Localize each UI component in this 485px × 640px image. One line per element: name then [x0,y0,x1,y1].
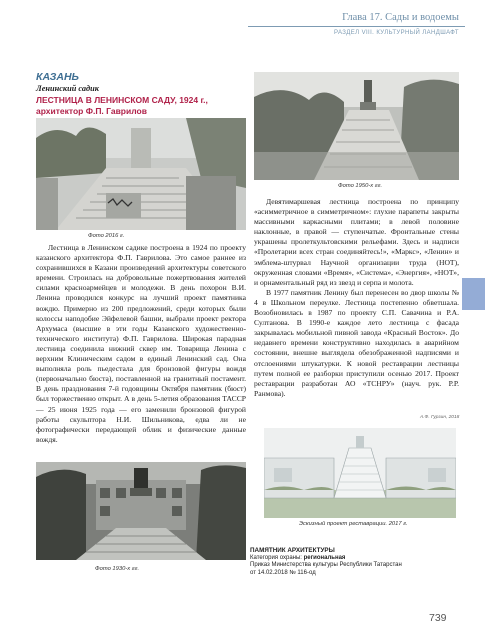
chapter-header: Глава 17. Сады и водоемы [342,12,459,23]
photo-1930s [36,462,246,560]
caption-photo-1930s: Фото 1930-х гг. [95,566,140,572]
caption-sketch: Эскизный проект реставрации. 2017 г. [299,521,408,527]
monument-info-heading: ПАМЯТНИК АРХИТЕКТУРЫ [250,547,335,554]
paragraph-left: Лестница в Ленинском садике построена в 1924 по проекту казанского архитектора Ф.П. Гаврилова. Это самое раннее из сохранившихся в Казани произведений архитектуры советского времени. Строилась на добровольные пожертвования жителей силами красноармейцев и молодежи. В день похорон В.И. Ленина проводился конкурс на лучший проект памятника вождю. Примерно из 200 предложений, среди которых были колоссы наподобие Эйфелевой башни, выбрали проект ректора Архумаса (высшие в эти годы Казанского художественно-технического института) Ф.П. Гаврилова. Широкая парадная лестница соединила нижний сквер им. Товарища Ленина с верхним Клиническим садом в единый Ленинский сад. Она выполняла роль пьедестала для бронзовой фигуры вождя (первоначально бюста), поставленной на гранитный постамент. В день празднования 7-й годовщины Октября памятник (бюст) был торжественно открыт. А в день 5-летия образования ТАССР — 25 июня 1925 года — его заменили бронзовой фигурой работы скульптора Н.И. Шильникова, едва ли не фотографически передающей облик и физические данные вождя. [36,243,246,444]
park-name: Ленинский садик [36,84,99,93]
section-header: РАЗДЕЛ VIII. КУЛЬТУРНЫЙ ЛАНДШАФТ [333,30,459,36]
photo-2016 [36,118,246,230]
paragraph-right-2: В 1977 памятник Ленину был перенесен во двор школы № 4 в Школьном переулке. Лестница постепенно обветшала. Возобновилась в 1987 по проекту С.П. Савачина и Р.А. Султанова. В 1990-е каждое лето лестница с фасада закрывалась мобильной пивной завода «Красный Восток». До недавнего времени конструктивно находилась в аварийном состоянии, внешне выглядела обезображенной надписями и отслоениями штукатурки. К новой реставрации лестницы путем полной ее разборки приступили осенью 2017. Проект реставрации разработан АО «ТСНРУ» (науч. рук. Р.Р. Ранмова). [254,287,459,398]
category-label: Категория охраны: [250,554,304,561]
header-divider [248,26,465,27]
monument-info [250,547,465,577]
order-line-2: от 14.02.2018 № 116-од [250,569,316,576]
article-title: ЛЕСТНИЦА В ЛЕНИНСКОМ САДУ, 1924 г., архитектор Ф.П. Гаврилов [36,95,208,116]
protection-category [250,555,465,563]
chapter-side-tab [462,278,485,310]
order-line-1: Приказ Министерства культуры Республики Татарстан [250,562,402,569]
caption-photo-1950s: Фото 1950-х гг. [338,183,383,189]
body-text-right [254,197,459,399]
author-signature: А.Ф. Гурзин, 2018 [420,415,460,420]
paragraph-right-1: Девятимаршевая лестница построена по принципу «асимметричное в симметричном»: глухие парапеты закрыты массивными каркасными плитами; в левой половине наклонные, в правой — ступенчатые. Фронтальные стены украшены пролеткультовскими рельефами. Здесь и надписи «Пролетарии всех стран соединяйтесь!», «Маркс», «Ленин» и эмблема-штурвал Научной организации труда (НОТ), окруженная словами «Время», «Система», «Энергия», «НОТ», и орнаментальный ряд из звезд и серпа и молота. [254,197,459,287]
body-text-left [36,243,246,445]
restoration-sketch [264,428,456,518]
category-value: региональная [303,554,346,561]
caption-photo-2016: Фото 2016 г. [88,233,125,239]
photo-1950s [254,72,459,180]
city-heading: КАЗАНЬ [36,71,79,83]
page-number: 739 [429,612,447,624]
